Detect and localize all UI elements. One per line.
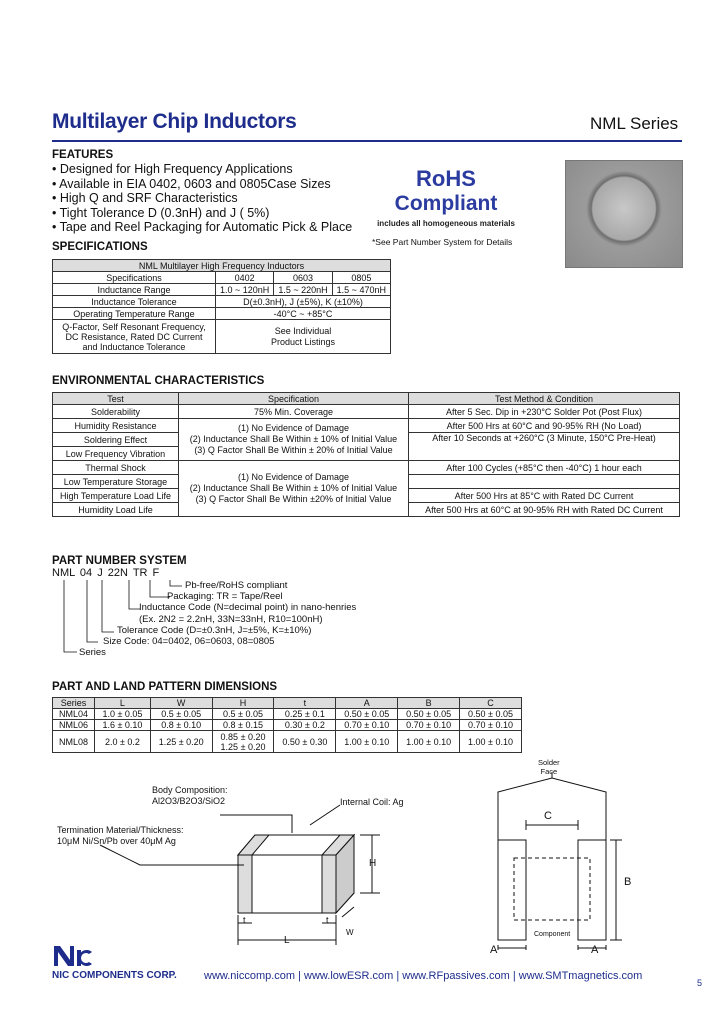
pn-tol: J <box>97 567 103 579</box>
q-line: and Inductance Tolerance <box>82 341 186 352</box>
spec-cell: Specifications <box>53 272 216 284</box>
body-comp-label: Body Composition: <box>152 785 228 795</box>
dim-header: W <box>150 698 212 709</box>
dim-a-right: A <box>591 944 599 956</box>
dim-a-left: A <box>490 944 498 956</box>
rohs-line3: includes all homogeneous materials <box>377 219 515 228</box>
spec-line: (2) Inductance Shall Be Within ± 10% of Initial Value <box>189 483 398 493</box>
feature-item: • Available in EIA 0402, 0603 and 0805Case Sizes <box>52 176 331 191</box>
part-number-heading: PART NUMBER SYSTEM <box>52 555 187 567</box>
pn-series: NML <box>52 567 75 579</box>
footer-links[interactable]: www.niccomp.com | www.lowESR.com | www.RFpassives.com | www.SMTmagnetics.com <box>204 970 643 982</box>
dim-header: B <box>398 698 460 709</box>
dim-cell: NML08 <box>53 731 95 753</box>
feature-item: • Tight Tolerance D (0.3nH) and J ( 5%) <box>52 205 270 220</box>
env-header: Specification <box>179 393 409 405</box>
spec-cell: D(±0.3nH), J (±5%), K (±10%) <box>216 296 391 308</box>
env-cell: Soldering Effect <box>53 433 179 447</box>
company-name: NIC COMPONENTS CORP. <box>52 970 177 981</box>
spec-cell: Inductance Tolerance <box>53 296 216 308</box>
pn-pack: TR <box>132 567 148 579</box>
env-cell: High Temperature Load Life <box>53 489 179 503</box>
dim-cell: 0.50 ± 0.05 <box>460 709 522 720</box>
left-pad <box>498 840 526 940</box>
env-header: Test Method & Condition <box>409 393 680 405</box>
dim-cell: 0.8 ± 0.15 <box>212 720 274 731</box>
dim-b: B <box>624 876 632 888</box>
dim-header: H <box>212 698 274 709</box>
term-line: Termination Material/Thickness: <box>57 825 184 835</box>
dim-cell: 1.00 ± 0.10 <box>336 731 398 753</box>
rohs-line2: Compliant <box>394 192 498 215</box>
dim-header: C <box>460 698 522 709</box>
environmental-heading: ENVIRONMENTAL CHARACTERISTICS <box>52 375 265 387</box>
dim-cell: 0.50 ± 0.30 <box>274 731 336 753</box>
chip-front <box>238 855 336 913</box>
env-cell: After 10 Seconds at +260°C (3 Minute, 150°C Pre-Heat) <box>409 433 680 461</box>
spec-cell: 0603 <box>274 272 332 284</box>
series-label: NML Series <box>590 114 679 133</box>
feature-item: • High Q and SRF Characteristics <box>52 191 238 206</box>
specifications-heading: SPECIFICATIONS <box>52 241 148 253</box>
spec-line: (1) No Evidence of Damage <box>237 472 350 482</box>
dim-cell: 0.5 ± 0.05 <box>212 709 274 720</box>
rohs-line1: RoHS <box>416 166 476 191</box>
env-cell: After 100 Cycles (+85°C then -40°C) 1 hour each <box>409 461 680 475</box>
env-cell: After 500 Hrs at 85°C with Rated DC Current <box>409 489 680 503</box>
page-title: Multilayer Chip Inductors <box>52 110 297 133</box>
dim-header: t <box>274 698 336 709</box>
specifications-table <box>52 259 391 354</box>
env-cell <box>409 475 680 489</box>
rohs-note: *See Part Number System for Details <box>372 237 513 247</box>
dim-cell: 1.00 ± 0.10 <box>460 731 522 753</box>
dim-w: W <box>346 928 354 937</box>
dim-header: Series <box>53 698 95 709</box>
dim-h-line: 1.25 ± 0.20 <box>220 741 266 752</box>
solder-face-line: Face <box>540 767 558 776</box>
title-rule <box>52 140 682 142</box>
feature-item: • Tape and Reel Packaging for Automatic Pick & Place <box>52 220 353 235</box>
pn-line: Tolerance Code (D=±0.3nH, J=±5%, K=±10%) <box>117 624 312 636</box>
spec-cell: 1.5 ~ 220nH <box>274 284 332 296</box>
env-cell: After 500 Hrs at 60°C and 90-95% RH (No Load) <box>409 419 680 433</box>
pn-line: Inductance Code (N=decimal point) in nano-henries <box>139 602 357 614</box>
pn-rohs: F <box>152 567 160 579</box>
spec-caption: NML Multilayer High Frequency Inductors <box>53 260 391 272</box>
dim-header: L <box>95 698 151 709</box>
pn-line: Series <box>79 647 106 659</box>
dim-c: C <box>544 810 552 822</box>
spec-cell: Operating Temperature Range <box>53 308 216 320</box>
dim-cell: 0.50 ± 0.05 <box>398 709 460 720</box>
dim-cell <box>212 731 274 753</box>
term-line: 10μM Ni/Sn/Pb over 40μM Ag <box>57 836 176 846</box>
env-cell: Thermal Shock <box>53 461 179 475</box>
env-cell <box>179 419 409 461</box>
dim-cell: 0.30 ± 0.2 <box>274 720 336 731</box>
env-cell: Humidity Load Life <box>53 503 179 517</box>
pn-line: (Ex. 2N2 = 2.2nH, 33N=33nH, R10=100nH) <box>139 613 323 625</box>
env-cell: Solderability <box>53 405 179 419</box>
part-number-code <box>52 567 159 579</box>
spec-cell <box>53 320 216 354</box>
nic-logo <box>52 940 94 968</box>
pn-line: Pb-free/RoHS compliant <box>185 580 288 591</box>
dim-h-line: 0.85 ± 0.20 <box>220 731 266 742</box>
right-pad <box>578 840 606 940</box>
env-header: Test <box>53 393 179 405</box>
q-value-line: Product Listings <box>270 336 336 347</box>
environmental-table <box>52 392 680 517</box>
pn-size: 04 <box>79 567 93 579</box>
dim-cell: 0.50 ± 0.05 <box>336 709 398 720</box>
spec-line: (1) No Evidence of Damage <box>237 423 350 433</box>
spec-line: (2) Inductance Shall Be Within ± 10% of Initial Value <box>189 434 398 444</box>
env-cell: Low Temperature Storage <box>53 475 179 489</box>
body-comp-formula: Al2O3/B2O3/SiO2 <box>152 796 226 806</box>
product-photo <box>565 160 683 268</box>
pn-line: Packaging: TR = Tape/Reel <box>167 591 283 603</box>
spec-cell: -40°C ~ +85°C <box>216 308 391 320</box>
spec-cell: 1.0 ~ 120nH <box>216 284 274 296</box>
spec-cell: 1.5 ~ 470nH <box>332 284 390 296</box>
dim-cell: 0.70 ± 0.10 <box>460 720 522 731</box>
chip-drawing <box>60 795 380 955</box>
spec-cell: 0805 <box>332 272 390 284</box>
env-cell: Humidity Resistance <box>53 419 179 433</box>
solder-face-line: Solder <box>538 758 560 767</box>
q-line: DC Resistance, Rated DC Current <box>65 331 203 342</box>
right-termination <box>322 855 336 913</box>
part-number-legend <box>79 580 357 659</box>
dim-cell: 0.70 ± 0.10 <box>398 720 460 731</box>
dim-cell: 1.25 ± 0.20 <box>150 731 212 753</box>
dimensions-table <box>52 697 522 753</box>
rohs-logo <box>376 166 516 228</box>
features-heading: FEATURES <box>52 149 114 161</box>
env-cell <box>179 461 409 517</box>
dim-t-left: t <box>243 915 246 925</box>
q-line: Q-Factor, Self Resonant Frequency, <box>62 321 206 332</box>
dim-cell: 0.5 ± 0.05 <box>150 709 212 720</box>
page-number: 5 <box>697 978 703 988</box>
internal-coil: Internal Coil: Ag <box>340 797 404 807</box>
dim-cell: 1.0 ± 0.05 <box>95 709 151 720</box>
env-cell: Low Frequency Vibration <box>53 447 179 461</box>
dim-cell: 0.25 ± 0.1 <box>274 709 336 720</box>
pn-ind: 22N <box>107 567 128 579</box>
dim-cell: 2.0 ± 0.2 <box>95 731 151 753</box>
land-pattern-drawing <box>480 770 640 950</box>
dim-cell: 1.00 ± 0.10 <box>398 731 460 753</box>
dim-header: A <box>336 698 398 709</box>
feature-item: • Designed for High Frequency Applications <box>52 162 293 176</box>
dim-h: H <box>369 858 377 869</box>
pn-line: Size Code: 04=0402, 06=0603, 08=0805 <box>103 636 275 648</box>
dim-cell: NML06 <box>53 720 95 731</box>
dimensions-heading: PART AND LAND PATTERN DIMENSIONS <box>52 681 278 693</box>
spec-line: (3) Q Factor Shall Be Within ±20% of Initial Value <box>195 494 392 504</box>
spec-cell: 0402 <box>216 272 274 284</box>
dim-cell: 0.8 ± 0.10 <box>150 720 212 731</box>
features-list <box>52 162 352 235</box>
left-termination <box>238 855 252 913</box>
dim-cell: NML04 <box>53 709 95 720</box>
spec-cell <box>216 320 391 354</box>
spec-cell: Inductance Range <box>53 284 216 296</box>
env-cell: After 500 Hrs at 60°C at 90-95% RH with Rated DC Current <box>409 503 680 517</box>
dim-t-right: t <box>326 915 329 925</box>
env-cell: 75% Min. Coverage <box>179 405 409 419</box>
dim-cell: 0.70 ± 0.10 <box>336 720 398 731</box>
spec-line: (3) Q Factor Shall Be Within ± 20% of Initial Value <box>194 445 393 455</box>
dim-cell: 1.6 ± 0.10 <box>95 720 151 731</box>
env-cell: After 5 Sec. Dip in +230°C Solder Pot (Post Flux) <box>409 405 680 419</box>
q-value-line: See Individual <box>274 325 332 336</box>
component-label: Component <box>534 931 571 938</box>
dim-l: L <box>284 935 290 946</box>
